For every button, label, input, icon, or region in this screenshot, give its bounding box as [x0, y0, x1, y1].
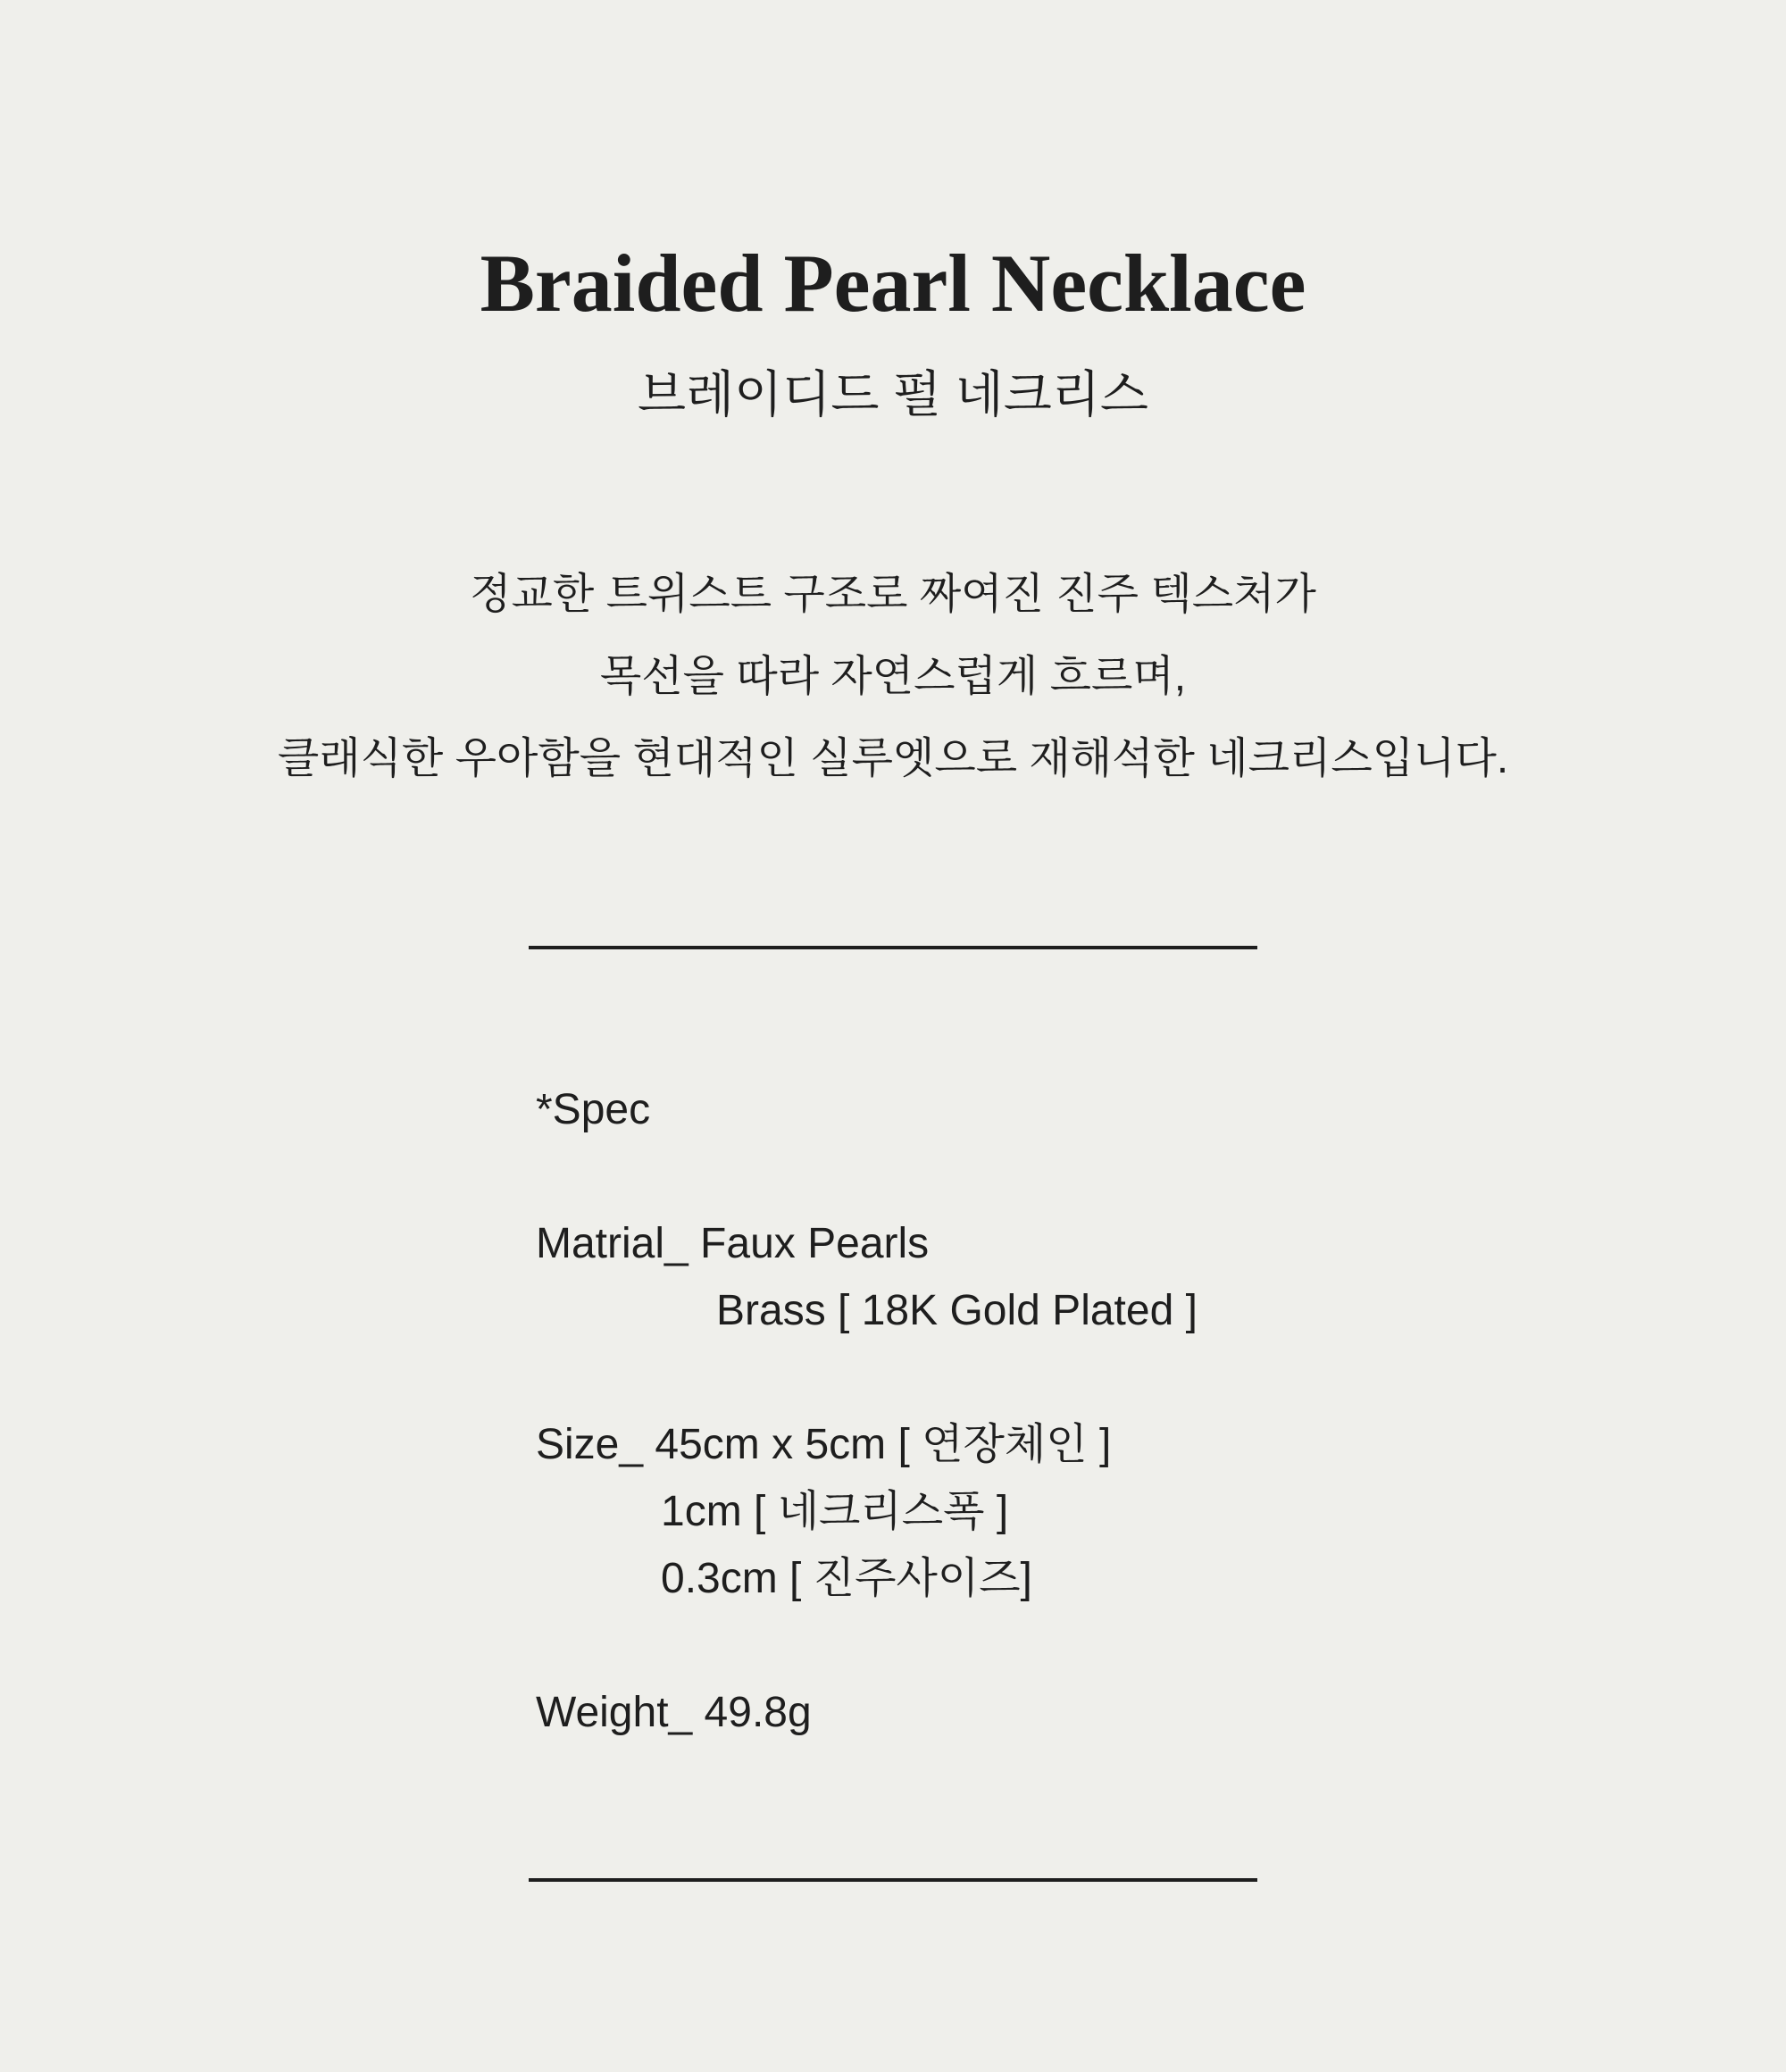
- spec-size-width: 1cm [ 네크리스폭 ]: [661, 1488, 1009, 1535]
- spec-material: Matrial_ Faux Pearls: [536, 1220, 930, 1267]
- description-line: 정교한 트위스트 구조로 짜여진 진주 텍스처가: [470, 571, 1316, 618]
- spec-material-detail: Brass [ 18K Gold Plated ]: [716, 1287, 1198, 1334]
- product-description: [0, 554, 1786, 800]
- description-line: 목선을 따라 자연스럽게 흐르며,: [599, 653, 1187, 700]
- top-divider: [529, 946, 1257, 949]
- spec-size-pearl: 0.3cm [ 진주사이즈]: [661, 1555, 1032, 1602]
- spec-spacer: [536, 1612, 1198, 1679]
- spec-heading: *Spec: [536, 1086, 651, 1133]
- spec-spacer: [536, 1143, 1198, 1210]
- spec-spacer: [536, 1344, 1198, 1411]
- description-line: 클래식한 우아함을 현대적인 실루엣으로 재해석한 네크리스입니다.: [277, 735, 1509, 782]
- product-subtitle-korean: 브레이디드 펄 네크리스: [637, 366, 1149, 422]
- bottom-divider: [529, 1878, 1257, 1882]
- product-title: Braided Pearl Necklace: [480, 238, 1306, 329]
- spec-weight: Weight_ 49.8g: [536, 1689, 812, 1736]
- spec-section: [536, 1076, 1198, 1746]
- spec-size: Size_ 45cm x 5cm [ 연장체인 ]: [536, 1421, 1112, 1468]
